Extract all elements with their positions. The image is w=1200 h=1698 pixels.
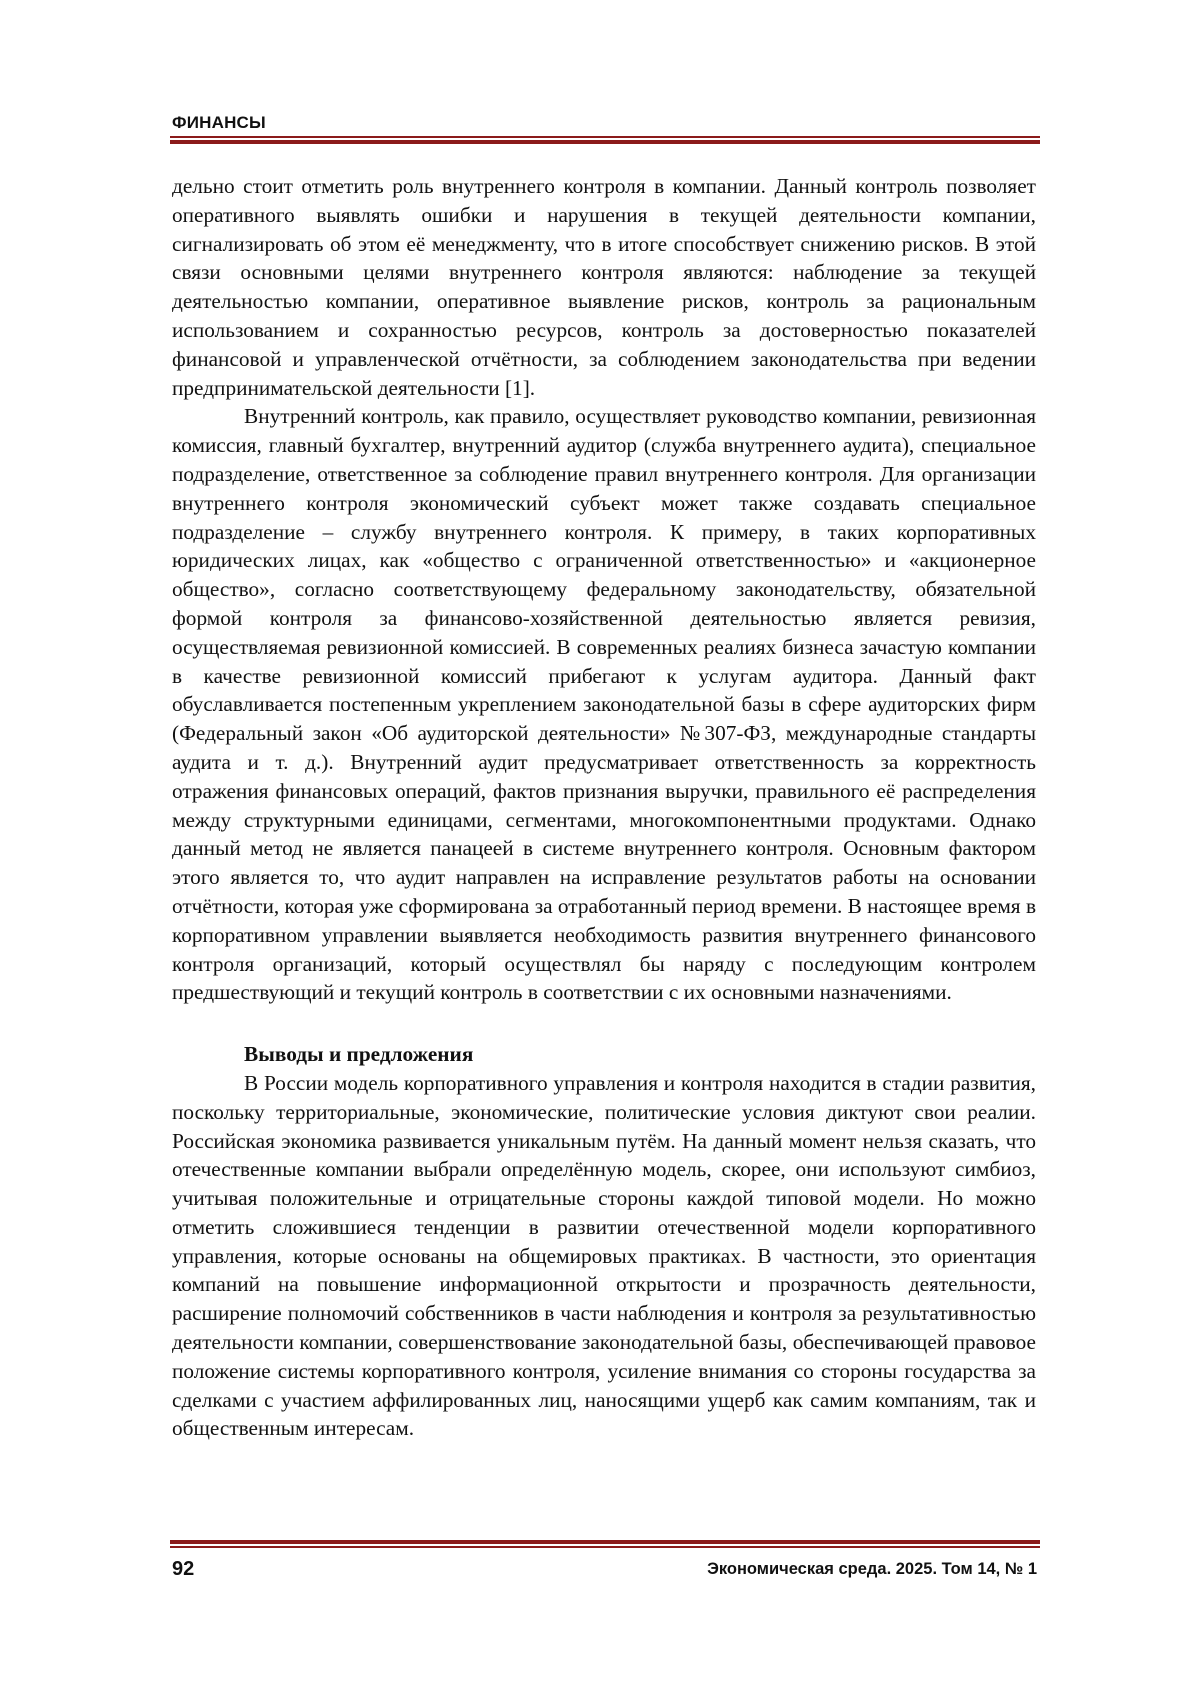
journal-citation: Экономическая среда. 2025. Том 14, № 1: [707, 1560, 1037, 1579]
paragraph-conclusions: В России модель корпоративного управления и контроля находится в стадии развития, поскольку территориальные, экономические, политические условия диктуют свои реалии. Российская экономика развивается уникальным путём. На данный момент нельзя сказать, что отечественные компании выбрали определённую модель, скорее, они используют симбиоз, учитывая положительные и отрицательные стороны каждой типовой модели. Но можно отметить сложившиеся тенденции в развитии отечественной модели корпоративного управления, которые основаны на общемировых практиках. В частности, это ориентация компаний на повышение информационной открытости и прозрачность деятельности, расширение полномочий собственников в части наблюдения и контроля за результативностью деятельности компании, совершенствование законодательной базы, обеспечивающей правовое положение системы корпоративного контроля, усиление внимания со стороны государства за сделками с участием аффилированных лиц, наносящими ущерб как самим компаниям, так и общественным интересам.: [172, 1069, 1036, 1443]
page-number: 92: [172, 1558, 194, 1581]
header-rule-thin: [170, 136, 1040, 138]
paragraph-internal-control-goals: дельно стоит отметить роль внутреннего контроля в компании. Данный контроль позволяет оперативного выявлять ошибки и нарушения в текущей деятельности компании, сигнализировать об этом её менеджменту, что в итоге способствует снижению рисков. В этой связи основными целями внутреннего контроля являются: наблюдение за текущей деятельностью компании, оперативное выявление рисков, контроль за рациональным использованием и сохранностью ресурсов, контроль за достоверностью показателей финансовой и управленческой отчётности, за соблюдением законодательства при ведении предпринимательской деятельности [1].: [172, 172, 1036, 402]
journal-page: [0, 0, 1200, 1698]
section-title: ФИНАНСЫ: [172, 113, 266, 133]
footer-rule-thick: [170, 1540, 1040, 1544]
paragraph-internal-control-actors: Внутренний контроль, как правило, осуществляет руководство компании, ревизионная комиссия, главный бухгалтер, внутренний аудитор (служба внутреннего аудита), специальное подразделение, ответственное за соблюдение правил внутреннего контроля. Для организации внутреннего контроля экономический субъект может также создавать специальное подразделение – службу внутреннего контроля. К примеру, в таких корпоративных юридических лицах, как «общество с ограниченной ответственностью» и «акционерное общество», согласно соответствующему федеральному законодательству, обязательной формой контроля за финансово-хозяйственной деятельностью является ревизия, осуществляемая ревизионной комиссией. В современных реалиях бизнеса зачастую компании в качестве ревизионной комиссий прибегают к услугам аудитора. Данный факт обуславливается постепенным укреплением законодательной базы в сфере аудиторских фирм (Федеральный закон «Об аудиторской деятельности» №307-ФЗ, международные стандарты аудита и т. д.). Внутренний аудит предусматривает ответственность за корректность отражения финансовых операций, фактов признания выручки, правильного её распределения между структурными единицами, сегментами, многокомпонентными продуктами. Однако данный метод не является панацеей в системе внутреннего контроля. Основным фактором этого является то, что аудит направлен на исправление результатов работы на основании отчётности, которая уже сформирована за отработанный период времени. В настоящее время в корпоративном управлении выявляется необходимость развития внутреннего финансового контроля организаций, который осуществлял бы наряду с последующим контролем предшествующий и текущий контроль в соответствии с их основными назначениями.: [172, 402, 1036, 1007]
conclusions-heading: Выводы и предложения: [172, 1040, 1036, 1069]
header-rule-thick: [170, 140, 1040, 144]
article-body: [172, 172, 1036, 1443]
footer-rule-thin: [170, 1546, 1040, 1548]
